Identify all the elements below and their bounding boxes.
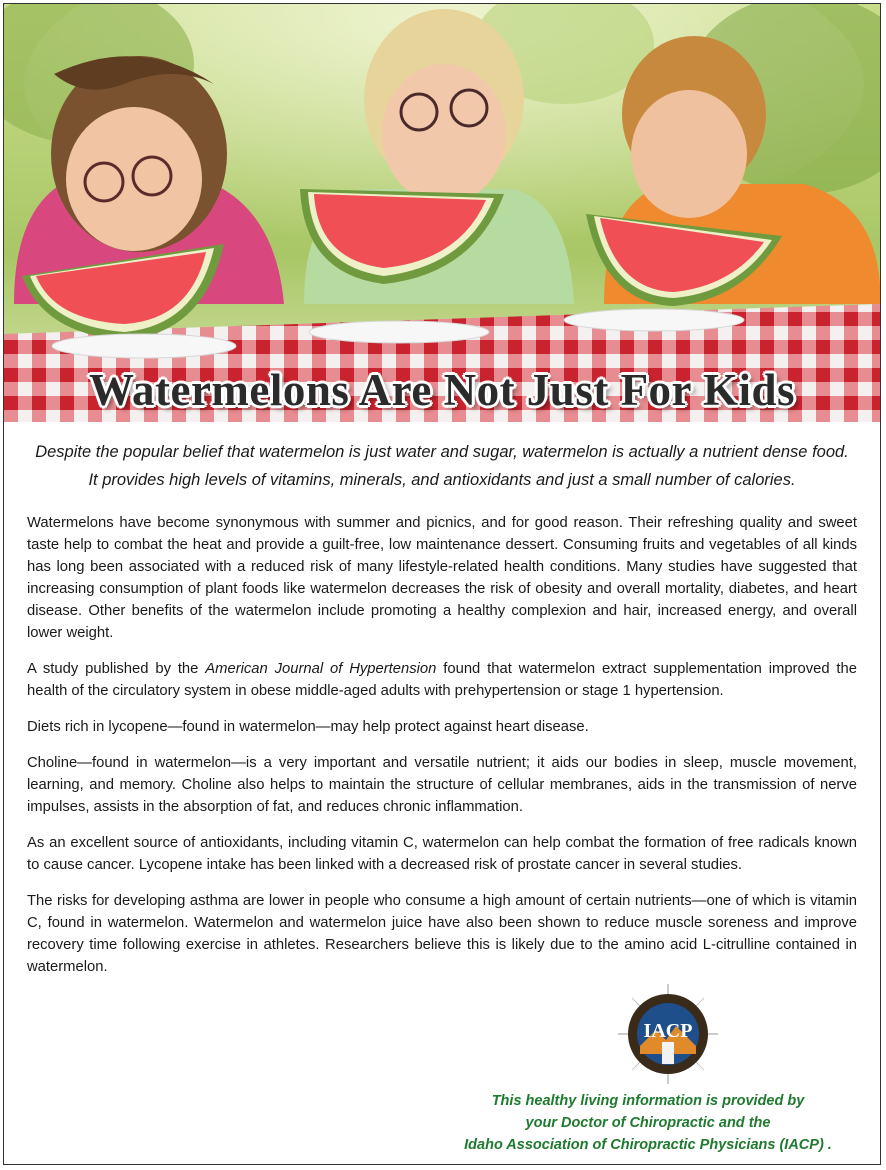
journal-name: American Journal of Hypertension — [205, 661, 437, 677]
credit-block — [438, 1090, 858, 1156]
logo-initials: IACP — [643, 1020, 693, 1042]
paragraph-hypertension-study — [27, 658, 857, 702]
logo-ring-text — [578, 1086, 758, 1087]
paragraph-text: found that watermelon extract supplementation improved the health of the circulatory system in obese middle-aged adults with prehypertension or stage 1 hypertension. — [27, 661, 857, 699]
credit-line-1: This healthy living information is provided by — [491, 1093, 805, 1109]
paragraph-choline: Choline—found in watermelon—is a very important and versatile nutrient; it aids our bodies in sleep, muscle movement, learning, and memory. Choline also helps to maintain the structure of cellular membranes, aids in the transmission of nerve impulses, assists in the absorption of fat, and reduces chronic inflammation. — [27, 755, 857, 815]
credit-line-2: your Doctor of Chiropractic and the — [525, 1115, 771, 1131]
intro-statement — [4, 438, 880, 494]
credit-line-3: Idaho Association of Chiropractic Physicians (IACP) . — [464, 1137, 832, 1153]
intro-line-2: It provides high levels of vitamins, minerals, and antioxidants and just a small number of calories. — [88, 471, 796, 489]
kids-eating-watermelon-illustration — [4, 4, 880, 422]
iacp-logo — [618, 984, 718, 1084]
article-body — [27, 512, 857, 992]
paragraph-summer: Watermelons have become synonymous with summer and picnics, and for good reason. Their refreshing quality and sweet taste help to combat the heat and provide a guilt-free, low maintenance dessert. Consuming fruits and vegetables of all kinds has long been associated with a reduced risk of many lifestyle-related health conditions. Many studies have suggested that increasing consumption of plant foods like watermelon decreases the risk of obesity and overall mortality, diabetes, and heart disease. Other benefits of the watermelon include promoting a healthy complexion and hair, increased energy, and overall lower weight. — [27, 515, 857, 641]
intro-line-1: Despite the popular belief that watermelon is just water and sugar, watermelon is actually a nutrient dense food. — [35, 443, 849, 461]
paragraph-asthma: The risks for developing asthma are lower in people who consume a high amount of certain nutrients—one of which is vitamin C, found in watermelon. Watermelon and watermelon juice have also been shown to reduce muscle soreness and improve recovery time following exercise in athletes. Researchers believe this is likely due to the amino acid L-citrulline contained in watermelon. — [27, 893, 857, 975]
paragraph-lycopene: Diets rich in lycopene—found in watermelon—may help protect against heart disease. — [27, 719, 589, 735]
paragraph-text: A study published by the — [27, 661, 206, 677]
paragraph-antioxidants: As an excellent source of antioxidants, including vitamin C, watermelon can help combat the formation of free radicals known to cause cancer. Lycopene intake has been linked with a decreased risk of prostate cancer in several studies. — [27, 835, 857, 873]
flyer-page — [3, 3, 881, 1165]
page-title: Watermelons Are Not Just For Kids — [88, 365, 796, 415]
hero-photo — [4, 4, 880, 422]
